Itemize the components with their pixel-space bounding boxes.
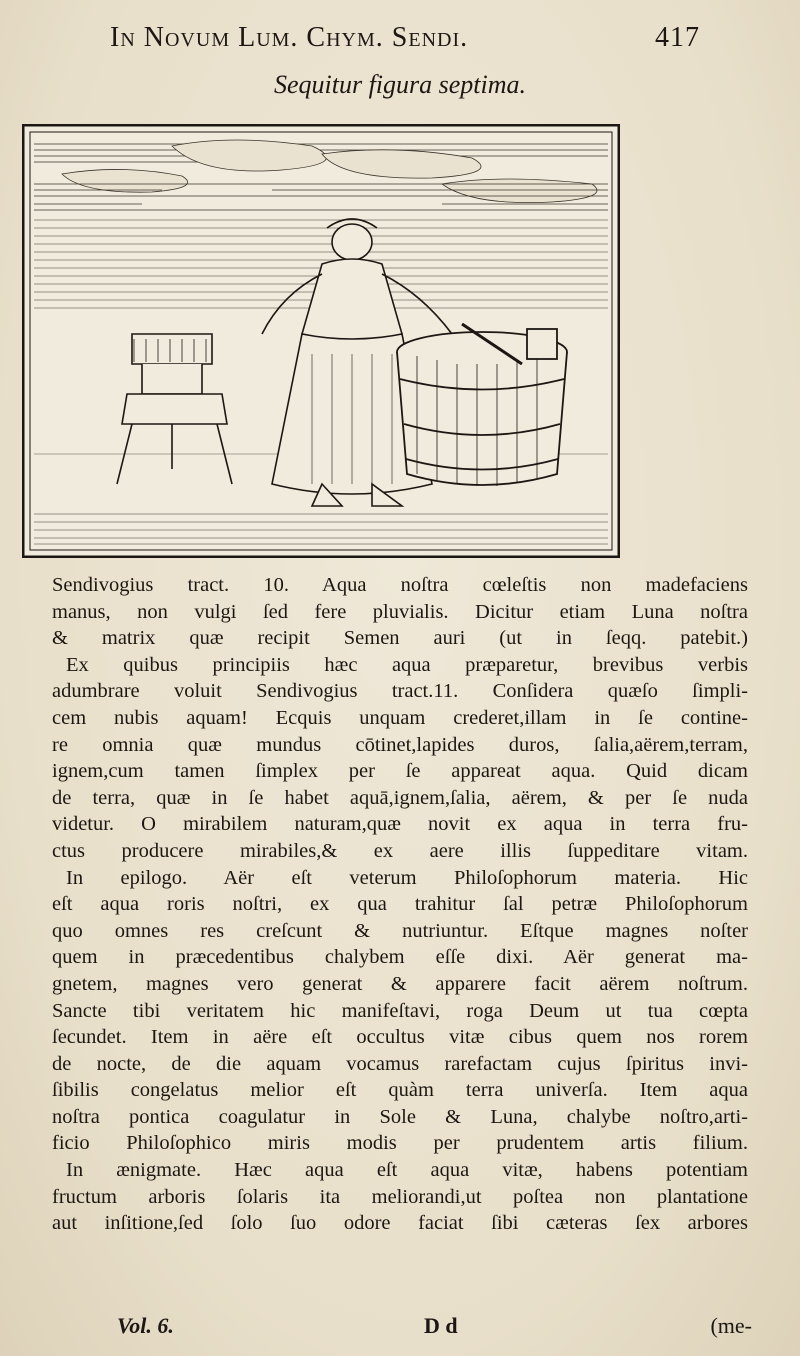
- figure-caption: Sequitur figura septima.: [273, 70, 527, 99]
- volume-mark: Vol. 6.: [117, 1313, 174, 1338]
- text-line: ficio Philoſophico miris modis per prudentem artis filium.: [52, 1132, 748, 1155]
- washtub: [397, 324, 567, 486]
- text-line: & matrix quæ recipit Semen auri (ut in ſeqq. patebit.): [52, 627, 748, 650]
- text-line: In ænigmate. Hæc aqua eſt aqua vitæ, habens potentiam: [66, 1159, 748, 1182]
- text-line: videtur. O mirabilem naturam,quæ novit ex aqua in terra fru-: [52, 813, 748, 836]
- text-line: de terra, quæ in ſe habet aquā,ignem,ſalia, aërem, & per ſe nuda: [52, 786, 748, 809]
- text-line: aut inſitione,ſed ſolo ſuo odore faciat ſibi cæteras ſex arbores: [52, 1212, 748, 1235]
- text-line: Ex quibus principiis hæc aqua præparetur, brevibus verbis: [66, 653, 748, 676]
- text-line: adumbrare voluit Sendivogius tract.11. Conſidera quæſo ſimpli-: [52, 680, 748, 703]
- text-line: cem nubis aquam! Ecquis unquam crederet,illam in ſe contine-: [52, 706, 748, 729]
- text-line: gnetem, magnes vero generat & apparere facit aërem noſtrum.: [52, 972, 748, 995]
- engraving-illustration: [22, 124, 620, 558]
- text-line: ctus producere mirabiles,& ex aere illis ſuppeditare vitam.: [52, 839, 748, 862]
- text-line: fructum arboris ſolaris ita meliorandi,ut poſtea non plantatione: [52, 1185, 748, 1208]
- running-title: In Novum Lum. Chym. Sendi.: [110, 22, 469, 53]
- page-number: 417: [655, 22, 700, 53]
- signature-mark: D d: [424, 1313, 458, 1338]
- text-line: noſtra pontica coagulatur in Sole & Luna, chalybe noſtro,arti-: [52, 1105, 748, 1128]
- body-text: [52, 572, 748, 1237]
- text-line: Sancte tibi veritatem hic manifeſtavi, roga Deum ut tua cœpta: [52, 999, 748, 1022]
- text-line: ſibilis congelatus melior eſt quàm terra univerſa. Item aqua: [52, 1079, 748, 1102]
- text-line: manus, non vulgi ſed fere pluvialis. Dicitur etiam Luna noſtra: [52, 600, 748, 623]
- text-line: ignem,cum tamen ſimplex per ſe appareat aqua. Quid dicam: [52, 760, 748, 783]
- running-header: [80, 22, 700, 62]
- page-footer: [52, 1313, 752, 1343]
- text-line: eſt aqua roris noſtri, ex qua trahitur ſal petræ Philoſophorum: [52, 893, 748, 916]
- engraving-plate: [22, 124, 620, 558]
- text-line: de nocte, de die aquam vocamus rarefactam cujus ſpiritus invi-: [52, 1052, 748, 1075]
- text-line: quo omnes res creſcunt & nutriuntur. Eſtque magnes noſter: [52, 919, 748, 942]
- text-line: re omnia quæ mundus cōtinet,lapides duros, ſalia,aërem,terram,: [52, 733, 748, 756]
- text-line: ſecundet. Item in aëre eſt occultus vitæ cibus quem nos rorem: [52, 1026, 748, 1049]
- text-line: quem in præcedentibus chalybem eſſe dixi. Aër generat ma-: [52, 946, 748, 969]
- text-line: In epilogo. Aër eſt veterum Philoſophorum materia. Hic: [66, 866, 748, 889]
- catchword: (me-: [710, 1313, 752, 1338]
- text-line: Sendivogius tract. 10. Aqua noſtra cœleſtis non madefaciens: [52, 574, 748, 596]
